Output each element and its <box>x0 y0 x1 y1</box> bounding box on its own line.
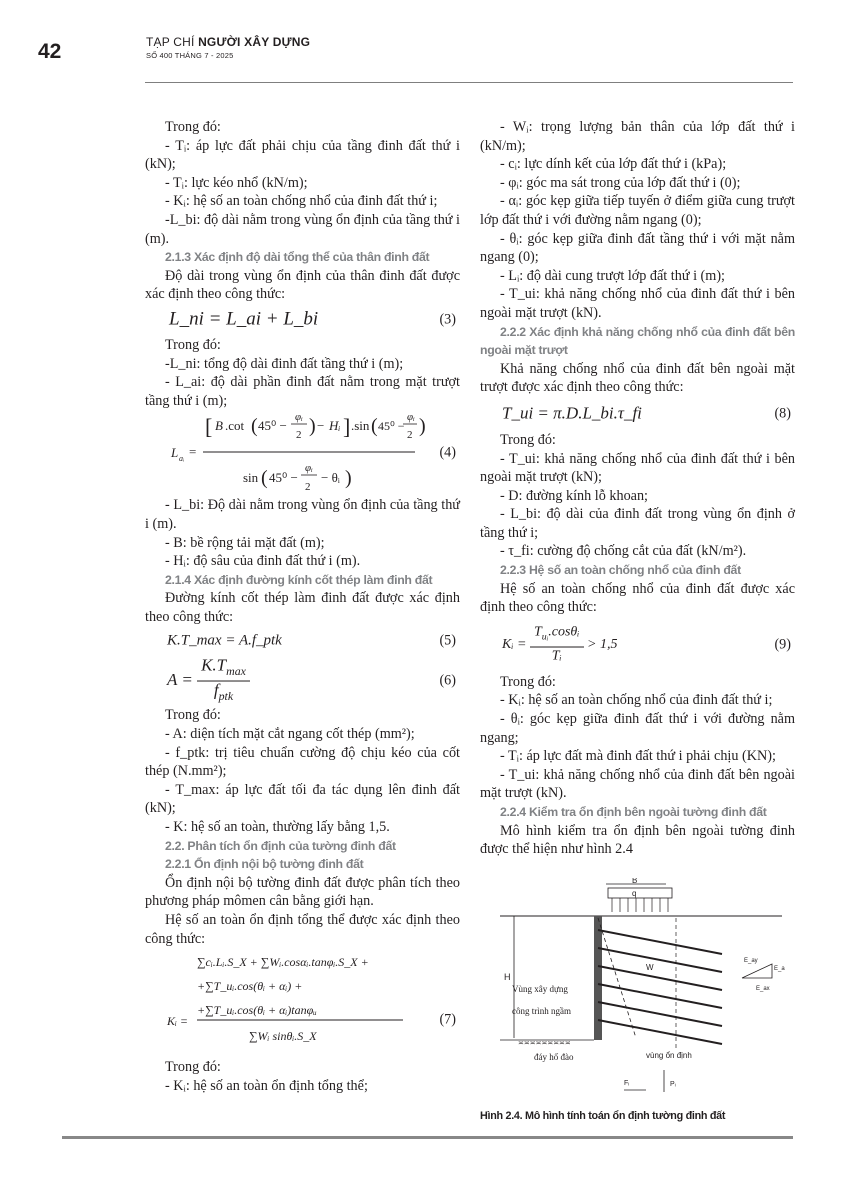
text-line: - θᵢ: góc kẹp giữa đinh đất tầng thứ i với mặt nằm ngang (0); <box>480 230 795 266</box>
label-eax: E_ax <box>756 986 770 992</box>
svg-text:+∑T_uᵢ.cos(θᵢ + αᵢ)tanφᵤ: +∑T_uᵢ.cos(θᵢ + αᵢ)tanφᵤ <box>197 1003 317 1018</box>
svg-text:=: = <box>189 444 197 460</box>
formula-9: Kᵢ = $\frac{T_{uᵢ}.\cos\theta ᵢ}{\text{Tᵢ}}$ > 1,5 (9) <box>502 624 791 664</box>
text-line: Trong đó: <box>165 707 221 724</box>
svg-text:sin: sin <box>243 470 259 486</box>
svg-text:−: − <box>317 418 325 434</box>
formula-number: (7) <box>439 1011 456 1028</box>
svg-text:φᵢ: φᵢ <box>295 411 303 424</box>
soil-nails <box>598 930 722 1044</box>
text-line: - τ_fi: cường độ chống cắt của đất (kN/m²). <box>500 543 747 560</box>
formula-3 <box>145 304 460 336</box>
label-q: q <box>632 889 637 898</box>
svg-text:): ) <box>345 467 352 490</box>
text-line: - Kᵢ: hệ số an toàn ổn định tổng thể; <box>165 1077 368 1094</box>
zone-label-2: công trình ngầm <box>512 1006 571 1016</box>
svg-text:45⁰ −: 45⁰ − <box>258 418 287 434</box>
svg-text:45⁰ −: 45⁰ − <box>378 419 405 434</box>
svg-text:]: ] <box>343 414 351 440</box>
journal-name: NGƯỜI XÂY DỰNG <box>198 35 311 49</box>
force-triangle <box>742 964 772 978</box>
journal-header <box>146 35 310 60</box>
svg-text:B: B <box>215 418 223 434</box>
text-line: - Lᵢ: độ dài cung trượt lớp đất thứ i (m); <box>500 267 725 284</box>
label-p: Pᵢ <box>670 1081 676 1088</box>
load-rect <box>608 888 672 898</box>
stable-zone-label: vùng ổn định <box>646 1051 692 1060</box>
formula-text: K.T_max = A.f_ptk <box>167 633 282 650</box>
text-line: - A: diện tích mặt cắt ngang cốt thép (mm²); <box>165 726 415 743</box>
text-line: - Hᵢ: độ sâu của đinh đất thứ i (m). <box>165 553 361 570</box>
formula-number: (4) <box>439 445 456 462</box>
label-ea: E_a <box>774 966 785 972</box>
formula-4-graphic <box>145 410 435 496</box>
header-rule <box>145 82 793 83</box>
text-line: Độ dài trong vùng ổn định của thân đinh đất được xác định theo công thức: <box>145 267 460 303</box>
text-line: - Wᵢ: trọng lượng bản thân của lớp đất thứ i (kN/m); <box>480 119 795 154</box>
formula-number: (8) <box>774 405 791 422</box>
text-line: - T_ui: khả năng chống nhổ của đinh đất thứ i bên ngoài mặt trượt (kN); <box>480 450 795 486</box>
text-line: - f_ptk: trị tiêu chuẩn cường độ chịu kéo của cốt thép (N.mm²); <box>145 744 460 780</box>
svg-text:∑Wᵢ sinθᵢ.S_X: ∑Wᵢ sinθᵢ.S_X <box>249 1029 317 1044</box>
load-arrows <box>612 898 668 912</box>
svg-text:− θᵢ: − θᵢ <box>321 470 340 486</box>
svg-text:(: ( <box>261 467 268 490</box>
label-f: Fᵢ <box>624 1080 630 1087</box>
svg-text:(: ( <box>251 415 258 438</box>
text-line: -L_bi: độ dài nằm trong vùng ổn định của tầng thứ i (m). <box>145 211 460 247</box>
text-line: - αᵢ: góc kẹp giữa tiếp tuyến ở điểm giữa cung trượt lớp đất thứ i với đường nằm ngang (0); <box>480 193 795 228</box>
text-line: - Tᵢ: áp lực đất mà đinh đất thứ i phải chịu (KN); <box>500 748 776 765</box>
svg-text:φᵢ: φᵢ <box>305 462 313 475</box>
formula-7 <box>145 948 460 1058</box>
footer-rule <box>62 1136 793 1139</box>
journal-prefix: TẠP CHÍ <box>146 35 199 49</box>
left-column <box>145 118 460 1095</box>
svg-text:L: L <box>171 445 179 461</box>
svg-text:+∑T_uᵢ.cos(θᵢ + αᵢ) +: +∑T_uᵢ.cos(θᵢ + αᵢ) + <box>197 979 303 994</box>
formula-4 <box>145 410 460 496</box>
text-line: Khả năng chống nhổ của đinh đất bên ngoài mặt trượt được xác định theo công thức: <box>480 360 795 396</box>
formula-text: L_ni = L_ai + L_bi <box>169 308 319 330</box>
text-line: - Tᵢ: lực kéo nhổ (kN/m); <box>165 174 308 191</box>
svg-text:): ) <box>419 415 426 438</box>
text-line: Trong đó: <box>500 431 556 448</box>
text-line: Trong đó: <box>500 673 556 690</box>
figure-caption: Hình 2.4. Mô hình tính toán ổn định tường đinh đất <box>480 1110 726 1122</box>
section-heading: 2.2.3 Hệ số an toàn chống nhổ của đinh đất <box>500 563 741 578</box>
text-line: Đường kính cốt thép làm đinh đất được xác định theo công thức: <box>145 590 460 625</box>
text-line: - T_max: áp lực đất tối đa tác dụng lên đinh đất (kN); <box>145 781 460 817</box>
text-line: Trong đó: <box>165 336 221 353</box>
text-line: - L_bi: Độ dài nằm trong vùng ổn định của tầng thứ i (m). <box>145 497 460 532</box>
page-number: 42 <box>38 40 62 63</box>
label-b: B <box>632 878 638 885</box>
svg-text:Kᵢ =: Kᵢ = <box>167 1014 188 1029</box>
formula-number: (6) <box>439 673 456 690</box>
svg-text:2: 2 <box>296 429 302 442</box>
svg-text:45⁰ −: 45⁰ − <box>269 470 298 486</box>
svg-text:.cot: .cot <box>225 418 245 434</box>
text-line: - Kᵢ: hệ số an toàn chống nhổ của đinh đất thứ i; <box>165 193 438 210</box>
svg-text:Hᵢ: Hᵢ <box>329 418 341 434</box>
bottom-label: đáy hố đào <box>534 1052 574 1062</box>
formula-text: T_ui = π.D.L_bi.τ_fi <box>502 403 642 423</box>
text-line: - L_bi: độ dài của đinh đất trong vùng ổn định ở tầng thứ i; <box>480 506 795 541</box>
right-column <box>480 118 795 859</box>
label-h: H <box>504 972 511 982</box>
text-line: - L_ai: độ dài phần đinh đất nằm trong mặt trượt tầng thứ i (m); <box>145 374 460 409</box>
label-eay: E_ay <box>744 958 758 964</box>
formula-8 <box>480 397 795 431</box>
zone-label-1: Vùng xây dựng <box>512 984 568 994</box>
formula-7-graphic <box>145 948 435 1058</box>
text-line: - B: bề rộng tải mặt đất (m); <box>165 534 325 551</box>
text-line: - T_ui: khả năng chống nhổ của đinh đất bên ngoài mặt trượt (kN). <box>480 766 795 802</box>
text-line: Trong đó: <box>165 119 221 135</box>
svg-text:[: [ <box>205 414 213 440</box>
text-line: Mô hình kiểm tra ổn định bên ngoài tường đinh được thể hiện như hình 2.4 <box>480 822 795 858</box>
text-line: -L_ni: tổng độ dài đinh đất tầng thứ i (m); <box>165 355 404 372</box>
svg-text:): ) <box>309 415 316 438</box>
formula-number: (3) <box>439 311 456 328</box>
svg-text:φᵢ: φᵢ <box>407 411 415 424</box>
text-line: - θᵢ: góc kẹp giữa đinh đất thứ i với đường nằm ngang; <box>480 711 795 746</box>
svg-text:aᵢ: aᵢ <box>179 454 185 464</box>
text-line: - φᵢ: góc ma sát trong của lớp đất thứ i (0); <box>500 174 741 191</box>
section-heading: 2.2. Phân tích ổn định của tường đinh đất <box>165 838 396 853</box>
section-heading: 2.1.4 Xác định đường kính cốt thép làm đinh đất <box>165 572 433 587</box>
text-line: - cᵢ: lực dính kết của lớp đất thứ i (kPa); <box>500 156 727 173</box>
svg-text:∑cᵢ.Lᵢ.S_X + ∑Wᵢ.cosαᵢ.tanφᵢ.S: ∑cᵢ.Lᵢ.S_X + ∑Wᵢ.cosαᵢ.tanφᵢ.S_X + <box>197 955 369 970</box>
svg-text:(: ( <box>371 415 378 438</box>
text-line: - Tᵢ: áp lực đất phải chịu của tầng đinh đất thứ i (kN); <box>145 137 460 173</box>
formula-number: (5) <box>439 633 456 650</box>
section-heading: 2.2.1 Ổn định nội bộ tường đinh đất <box>165 857 364 872</box>
svg-text:2: 2 <box>407 429 413 442</box>
text-line: Trong đó: <box>165 1059 221 1076</box>
section-heading: 2.2.4 Kiểm tra ổn định bên ngoài tường đinh đất <box>500 805 767 819</box>
text-line: - K: hệ số an toàn, thường lấy bằng 1,5. <box>165 819 390 836</box>
formula-5 <box>145 626 460 656</box>
text-line: - T_ui: khả năng chống nhổ của đinh đất thứ i bên ngoài mặt trượt (kN). <box>480 286 795 321</box>
section-heading: 2.2.2 Xác định khả năng chống nhổ của đinh đất bên ngoài mặt trượt <box>480 324 795 358</box>
text-line: - D: đường kính lỗ khoan; <box>500 487 648 504</box>
text-line: Ổn định nội bộ tường đinh đất được phân tích theo phương pháp mômen cân bằng giới hạn. <box>145 874 460 910</box>
text-line: Hệ số an toàn ổn định tổng thể được xác định theo công thức: <box>145 912 460 947</box>
section-heading: 2.1.3 Xác định độ dài tổng thể của thân đinh đất <box>165 250 430 265</box>
label-w: W <box>646 963 654 972</box>
issue-info: SỐ 400 THÁNG 7 - 2025 <box>146 51 234 60</box>
text-line: - Kᵢ: hệ số an toàn chống nhổ của đinh đất thứ i; <box>500 692 773 709</box>
svg-text:≍≍≍≍≍≍≍≍≍: ≍≍≍≍≍≍≍≍≍ <box>518 1040 571 1047</box>
svg-text:.sin: .sin <box>351 418 370 434</box>
text-line: Hệ số an toàn chống nhổ của đinh đất được xác định theo công thức: <box>480 580 795 616</box>
formula-6: A = $\frac{K.T_{max}}{f_{ptk}}$ (6) <box>167 655 456 704</box>
figure-2-4 <box>486 878 786 1100</box>
svg-text:2: 2 <box>305 481 311 494</box>
formula-number: (9) <box>774 636 791 653</box>
